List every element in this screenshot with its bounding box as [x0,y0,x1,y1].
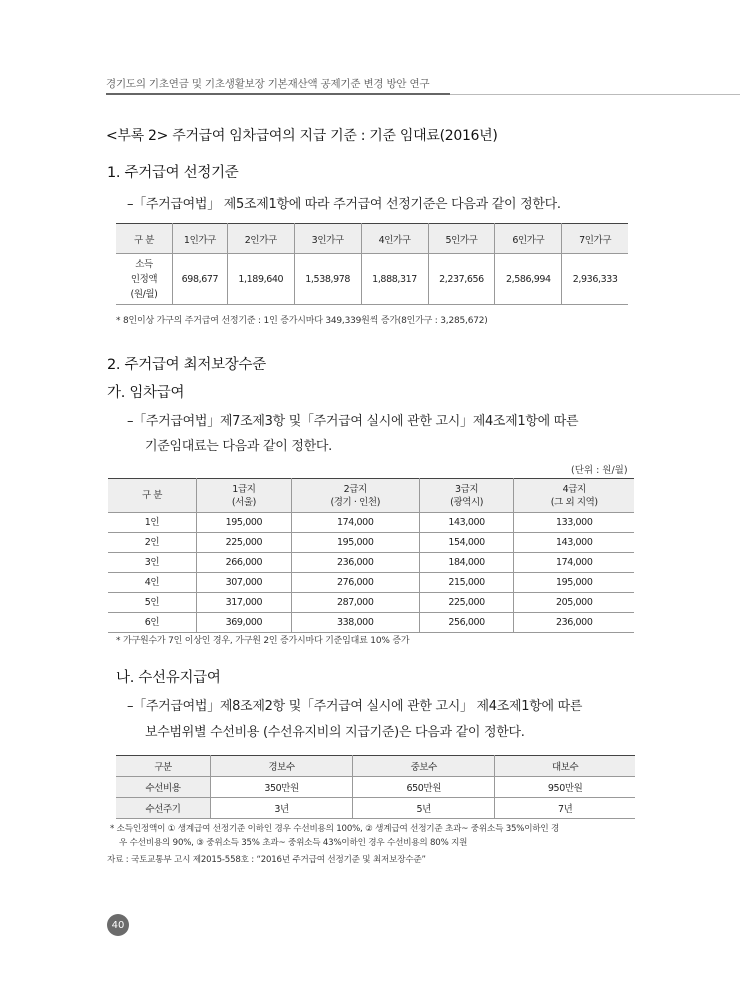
value-cell: 307,000 [197,573,292,593]
value-cell: 2,237,656 [428,254,495,305]
row-label-cell: 5인 [108,593,197,613]
grade-area: (그 외 지역) [550,496,598,508]
value-cell: 195,000 [291,533,419,553]
row-label-cell: 수선주기 [116,798,211,819]
subsection-b-paragraph-line1: –「주거급여법」제8조제2항 및「주거급여 실시에 관한 고시」 제4조제1항에 따른 [127,699,583,714]
subsection-a-footnote: * 가구원수가 7인 이상인 경우, 가구원 2인 증가시마다 기준임대료 10% 증가 [116,636,410,646]
table-row [108,553,634,573]
value-cell: 266,000 [197,553,292,573]
value-cell: 276,000 [291,573,419,593]
section1-paragraph: –「주거급여법」 제5조제1항에 따라 주거급여 선정기준은 다음과 같이 정한다. [127,197,561,212]
header-cell [197,479,292,513]
selection-criteria-table [116,223,628,305]
page-number-badge [107,914,129,936]
value-cell: 225,000 [419,593,514,613]
row-label-cell: 1인 [108,513,197,533]
subsection-a-paragraph-line1: –「주거급여법」제7조제3항 및「주거급여 실시에 관한 고시」제4조제1항에 따른 [127,414,579,429]
section2-heading: 2. 주거급여 최저보장수준 [107,357,266,373]
header-cell: 중보수 [353,756,495,777]
value-cell: 1,189,640 [227,254,294,305]
subsection-b-footnote-line2: 우 수선비용의 90%, ③ 중위소득 35% 초과~ 중위소득 43%이하인 경우 수선비용의 80% 지원 [119,838,468,848]
value-cell: 650만원 [353,777,495,798]
unit-label: (단위 : 원/월) [571,465,628,476]
value-cell: 195,000 [514,573,634,593]
subsection-b-footnote-line1: * 소득인정액이 ① 생계급여 선정기준 이하인 경우 수선비용의 100%, ② 생계급여 선정기준 초과~ 중위소득 35%이하인 경 [110,824,560,834]
value-cell: 350만원 [211,777,353,798]
grade-name: 2급지 [343,483,367,495]
header-cell [291,479,419,513]
section1-heading: 1. 주거급여 선정기준 [107,165,239,181]
table-header-row [108,479,634,513]
row-label-cell: 수선비용 [116,777,211,798]
grade-area: (경기 · 인천) [330,496,381,508]
row-label-line: 소득 [135,258,153,270]
header-cell: 경보수 [211,756,353,777]
row-label-cell [116,254,173,305]
value-cell: 205,000 [514,593,634,613]
section1-footnote: * 8인이상 가구의 주거급여 선정기준 : 1인 증가시마다 349,339원씩 증가(8인가구 : 3,285,672) [116,316,488,326]
header-cell: 구 분 [108,479,197,513]
subsection-a-heading: 가. 임차급여 [107,385,185,401]
header-cell: 7인가구 [562,224,628,254]
value-cell: 2,586,994 [495,254,562,305]
value-cell: 143,000 [514,533,634,553]
table-row [116,254,628,305]
table-row [108,613,634,633]
table-row [108,533,634,553]
header-rule-light [450,94,740,95]
page-number: 40 [111,919,125,931]
header-cell: 4인가구 [361,224,428,254]
row-label-cell: 2인 [108,533,197,553]
table-header-row [116,224,628,254]
value-cell: 133,000 [514,513,634,533]
running-header: 경기도의 기초연금 및 기초생활보장 기본재산액 공제기준 변경 방안 연구 [106,78,430,90]
header-cell: 3인가구 [294,224,361,254]
value-cell: 154,000 [419,533,514,553]
grade-name: 3급지 [454,483,479,495]
value-cell: 1,538,978 [294,254,361,305]
header-cell: 2인가구 [227,224,294,254]
row-label-cell: 6인 [108,613,197,633]
grade-area: (광역시) [450,496,484,508]
value-cell: 215,000 [419,573,514,593]
subsection-a-paragraph-line2: 기준임대료는 다음과 같이 정한다. [145,439,332,454]
table-row [108,593,634,613]
value-cell: 184,000 [419,553,514,573]
value-cell: 2,936,333 [562,254,628,305]
table-row [108,513,634,533]
header-cell: 6인가구 [495,224,562,254]
row-label-cell: 3인 [108,553,197,573]
header-cell: 구 분 [116,224,173,254]
appendix-title: <부록 2> 주거급여 임차급여의 지급 기준 : 기준 임대료(2016년) [106,128,498,144]
value-cell: 256,000 [419,613,514,633]
value-cell: 225,000 [197,533,292,553]
repair-cost-table [116,755,635,819]
value-cell: 174,000 [291,513,419,533]
value-cell: 369,000 [197,613,292,633]
value-cell: 143,000 [419,513,514,533]
value-cell: 195,000 [197,513,292,533]
table-row [116,777,635,798]
header-cell: 1인가구 [173,224,228,254]
header-cell: 5인가구 [428,224,495,254]
value-cell: 287,000 [291,593,419,613]
base-rent-table [108,478,634,633]
value-cell: 5년 [353,798,495,819]
header-cell [419,479,514,513]
value-cell: 236,000 [514,613,634,633]
row-label-line: (원/월) [130,288,158,300]
value-cell: 698,677 [173,254,228,305]
value-cell: 1,888,317 [361,254,428,305]
grade-name: 4급지 [562,483,586,495]
value-cell: 317,000 [197,593,292,613]
header-cell: 대보수 [495,756,635,777]
value-cell: 3년 [211,798,353,819]
table-row [116,798,635,819]
subsection-b-paragraph-line2: 보수범위별 수선비용 (수선유지비의 지급기준)은 다음과 같이 정한다. [145,725,525,740]
grade-area: (서울) [231,496,256,508]
table-row [108,573,634,593]
grade-name: 1급지 [232,483,256,495]
row-label-cell: 4인 [108,573,197,593]
value-cell: 7년 [495,798,635,819]
subsection-b-heading: 나. 수선유지급여 [116,670,221,686]
table-header-row [116,756,635,777]
header-cell: 구분 [116,756,211,777]
header-rule [106,93,450,95]
source-note: 자료 : 국토교통부 고시 제2015-558호 : “2016년 주거급여 선정기준 및 최저보장수준” [107,855,426,865]
value-cell: 174,000 [514,553,634,573]
header-cell [514,479,634,513]
row-label-line: 인정액 [130,273,158,285]
value-cell: 338,000 [291,613,419,633]
value-cell: 950만원 [495,777,635,798]
value-cell: 236,000 [291,553,419,573]
